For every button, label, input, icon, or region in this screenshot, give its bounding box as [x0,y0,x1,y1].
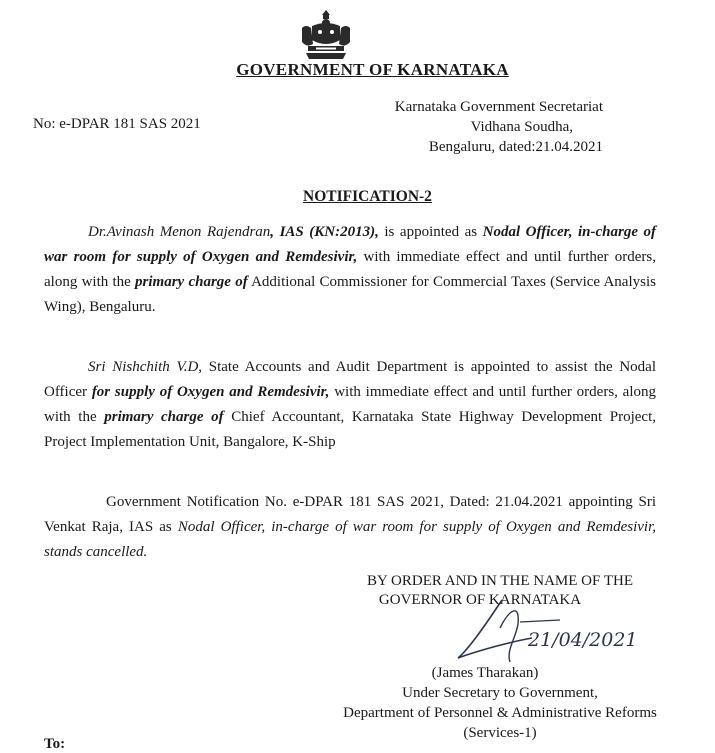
karnataka-state-emblem-icon [296,8,356,64]
order-line: BY ORDER AND IN THE NAME OF THE [367,573,633,589]
appointment-role: Nodal Officer, in-charge of war room for supply of Oxygen and Remdesivir, [44,224,656,265]
assistant-name: Sri Nishchith V.D [88,359,199,375]
address-line: Karnataka Government Secretariat [394,99,603,115]
text-span: with immediate effect and until further orders, along with the [44,384,657,425]
cancelled-role: Nodal Officer, in-charge of war room for supply of Oxygen and Remdesivir, stands cancelled. [44,519,656,560]
signatory [330,663,670,743]
order-line: GOVERNOR OF KARNATAKA [378,592,582,608]
address-line: Vidhana Soudha, [470,119,573,135]
handwritten-date: 21/04/2021 [528,629,638,651]
text-span: with immediate effect and until further orders, along with the [44,249,657,290]
signatory-department: Department of Personnel & Administrative Reforms [343,705,657,721]
text-span: Chief Accountant, Karnataka State Highway Development Project, Project Implementation Unit, Bangalore, K-Ship [44,409,656,450]
office-address [395,97,603,157]
assistant-role: for supply of Oxygen and Remdesivir, [91,384,330,400]
signatory-name: (James Tharakan) [431,665,539,681]
text-span: Government Notification No. e-DPAR 181 SAS 2021, Dated: 21.04.2021 appointing Sri Venkat Raja, IAS as [44,494,656,535]
signatory-designation: Under Secretary to Government, [402,685,598,701]
primary-charge-label: primary charge of [135,274,248,290]
text-span: Additional Commissioner for Commercial Taxes (Service Analysis Wing), Bengaluru. [44,274,656,315]
notification-title: NOTIFICATION-2 [303,188,432,205]
address-line: Bengaluru, dated:21.04.2021 [428,139,603,155]
signatory-section: (Services-1) [463,725,537,741]
paragraph-appointment [44,220,656,320]
recipients-label: To: [44,736,66,752]
paragraph-cancellation [44,490,656,565]
text-span: is appointed as [378,224,483,240]
appointee-service: , IAS (KN:2013), [270,224,379,240]
text-span: , State Accounts and Audit Department is appointed to assist the Nodal Officer [44,359,656,400]
appointee-name: Dr.Avinash Menon Rajendran [88,224,271,240]
reference-number: No: e-DPAR 181 SAS 2021 [33,116,201,132]
paragraph-assistant [44,355,656,455]
primary-charge-label: primary charge of [104,409,224,425]
government-title: GOVERNMENT OF KARNATAKA [236,60,509,79]
